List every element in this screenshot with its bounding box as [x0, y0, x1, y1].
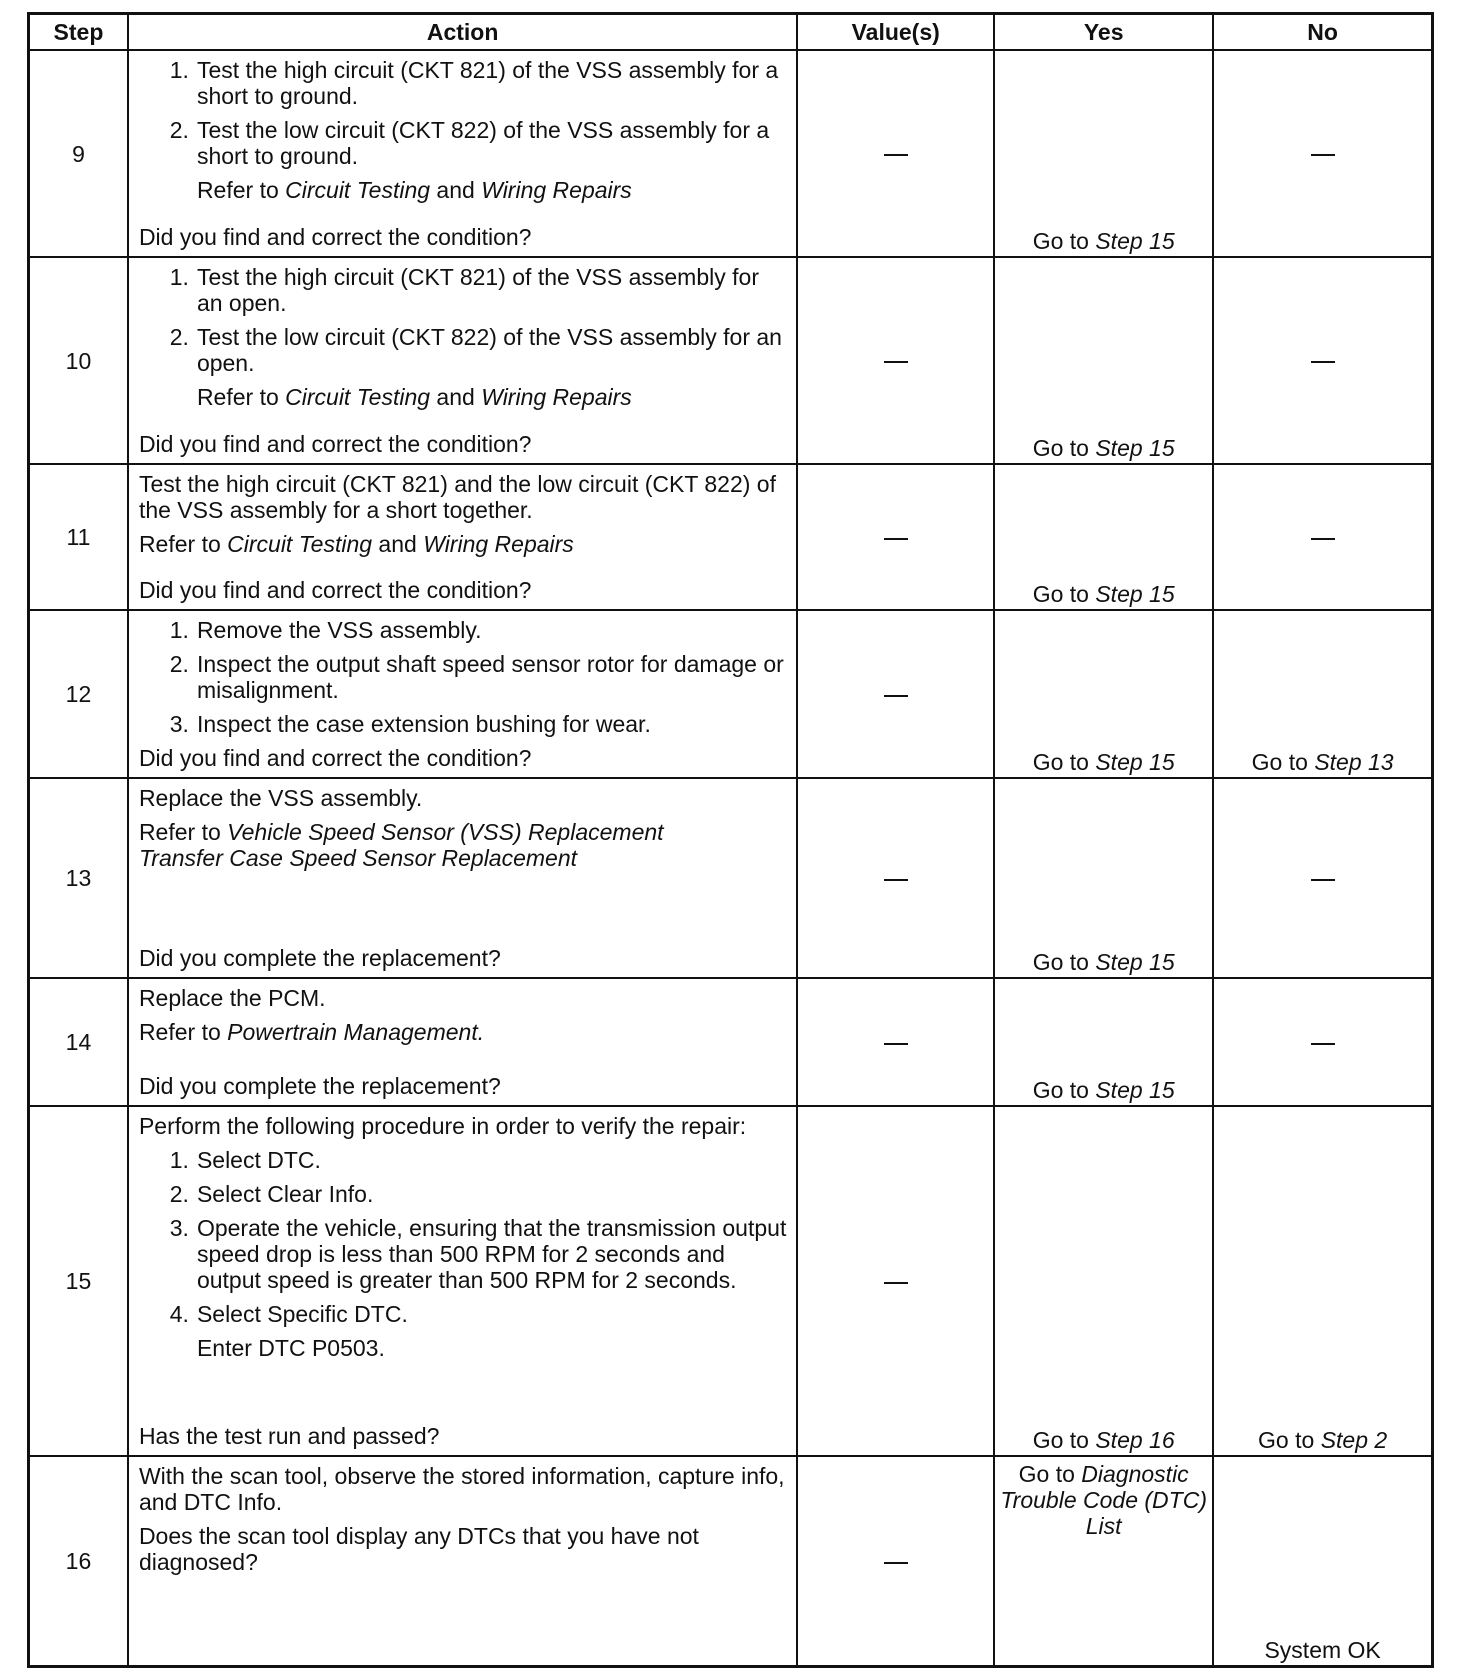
yes-cell: Go to Step 15: [994, 464, 1213, 610]
step-number: 16: [29, 1456, 128, 1667]
no-cell: [1213, 978, 1432, 1106]
action-cell: [128, 778, 797, 978]
value-cell: [797, 464, 994, 610]
step-text: Replace the PCM.: [138, 985, 326, 1011]
yes-cell: Go to Step 15: [994, 978, 1213, 1106]
table-row: [29, 1456, 1433, 1667]
value-cell: [797, 978, 994, 1106]
dash: [1311, 154, 1335, 156]
value-cell: [797, 1456, 994, 1667]
question-text: Did you find and correct the condition?: [138, 577, 532, 603]
reference-text: Refer to Circuit Testing and Wiring Repairs: [196, 177, 632, 203]
list-item: 2. Test the low circuit (CKT 822) of the VSS assembly for a short to ground.: [169, 117, 770, 169]
table-row: [29, 257, 1433, 464]
dash: [884, 154, 908, 156]
step-number: 9: [29, 50, 128, 257]
table-row: [29, 778, 1433, 978]
action-cell: [128, 1106, 797, 1456]
action-cell: [128, 257, 797, 464]
header-action: Action: [128, 14, 797, 51]
list-item: 2. Inspect the output shaft speed sensor rotor for damage or misalignment.: [169, 651, 784, 703]
no-cell: [1213, 50, 1432, 257]
dash: [884, 1562, 908, 1564]
no-cell: [1213, 464, 1432, 610]
header-row: [29, 14, 1433, 51]
step-number: 12: [29, 610, 128, 778]
question-text: Did you complete the replacement?: [138, 1073, 501, 1099]
list-item: 2. Select Clear Info.: [169, 1181, 374, 1207]
value-cell: [797, 778, 994, 978]
yes-link: Diagnostic Trouble Code (DTC) List: [1000, 1461, 1207, 1539]
value-cell: [797, 257, 994, 464]
step-text: With the scan tool, observe the stored information, capture info, and DTC Info.: [138, 1463, 785, 1515]
yes-cell: Go to Step 16: [994, 1106, 1213, 1456]
dash: [884, 1043, 908, 1045]
yes-cell: Go to Diagnostic Trouble Code (DTC) List: [994, 1456, 1213, 1667]
dash: [1311, 879, 1335, 881]
dash: [884, 1282, 908, 1284]
step-number: 11: [29, 464, 128, 610]
yes-link: Step 15: [1095, 949, 1175, 975]
list-item: 3. Inspect the case extension bushing for wear.: [169, 711, 651, 737]
reference-text: Refer to Powertrain Management.: [138, 1019, 485, 1045]
reference-text: Refer to Vehicle Speed Sensor (VSS) Replacement Transfer Case Speed Sensor Replacement: [138, 819, 664, 871]
yes-cell: Go to Step 15: [994, 257, 1213, 464]
question-text: Did you find and correct the condition?: [138, 431, 532, 457]
reference-text: Refer to Circuit Testing and Wiring Repairs: [138, 531, 574, 557]
dash: [884, 879, 908, 881]
step-text: Test the high circuit (CKT 821) and the low circuit (CKT 822) of the VSS assembly for a short together.: [138, 471, 776, 523]
dash: [1311, 1043, 1335, 1045]
list-item: 1. Remove the VSS assembly.: [169, 617, 482, 643]
list-item: 1. Test the high circuit (CKT 821) of the VSS assembly for an open.: [169, 264, 759, 316]
action-cell: [128, 464, 797, 610]
step-text: Perform the following procedure in order to verify the repair:: [138, 1113, 747, 1139]
dash: [1311, 361, 1335, 363]
action-cell: [128, 610, 797, 778]
yes-link: Step 15: [1095, 581, 1175, 607]
action-cell: [128, 50, 797, 257]
action-cell: [128, 1456, 797, 1667]
no-result-text: System OK: [1264, 1637, 1381, 1663]
no-link: Step 2: [1320, 1427, 1388, 1453]
header-yes: Yes: [994, 14, 1213, 51]
table-row: [29, 978, 1433, 1106]
no-cell: [1213, 778, 1432, 978]
header-values: Value(s): [797, 14, 994, 51]
dash: [884, 361, 908, 363]
dash: [884, 695, 908, 697]
yes-link: Step 15: [1095, 435, 1175, 461]
dash: [884, 538, 908, 540]
no-cell: [1213, 257, 1432, 464]
table-row: [29, 610, 1433, 778]
yes-link: Step 15: [1095, 228, 1175, 254]
yes-link: Step 15: [1095, 749, 1175, 775]
action-cell: [128, 978, 797, 1106]
question-text: Did you find and correct the condition?: [138, 745, 532, 771]
header-step: Step: [29, 14, 128, 51]
yes-cell: Go to Step 15: [994, 50, 1213, 257]
no-cell: Go to Step 2: [1213, 1106, 1432, 1456]
step-number: 10: [29, 257, 128, 464]
step-number: 13: [29, 778, 128, 978]
value-cell: [797, 610, 994, 778]
list-item: 1. Test the high circuit (CKT 821) of the VSS assembly for a short to ground.: [169, 57, 779, 109]
step-number: 15: [29, 1106, 128, 1456]
value-cell: [797, 50, 994, 257]
no-cell: [1213, 1456, 1432, 1667]
dash: [1311, 538, 1335, 540]
header-no: No: [1213, 14, 1432, 51]
reference-text: Refer to Circuit Testing and Wiring Repairs: [196, 384, 632, 410]
list-item: 2. Test the low circuit (CKT 822) of the VSS assembly for an open.: [169, 324, 782, 376]
diagnostic-table: [27, 12, 1434, 1668]
sub-step-text: Enter DTC P0503.: [196, 1335, 385, 1361]
question-text: Did you find and correct the condition?: [138, 224, 532, 250]
list-item: 4. Select Specific DTC.: [169, 1301, 408, 1327]
yes-cell: Go to Step 15: [994, 610, 1213, 778]
yes-link: Step 15: [1095, 1077, 1175, 1103]
table-row: [29, 1106, 1433, 1456]
table-row: [29, 50, 1433, 257]
question-text: Has the test run and passed?: [138, 1423, 440, 1449]
question-text: Did you complete the replacement?: [138, 945, 501, 971]
step-number: 14: [29, 978, 128, 1106]
yes-link: Step 16: [1095, 1427, 1175, 1453]
yes-cell: Go to Step 15: [994, 778, 1213, 978]
step-text: Replace the VSS assembly.: [138, 785, 423, 811]
table-row: [29, 464, 1433, 610]
question-text: Does the scan tool display any DTCs that you have not diagnosed?: [138, 1523, 699, 1575]
no-link: Step 13: [1314, 749, 1394, 775]
list-item: 3. Operate the vehicle, ensuring that the transmission output speed drop is less than 500 RPM for 2 seconds and output speed is greater than 500 RPM for 2 seconds.: [169, 1215, 787, 1293]
list-item: 1. Select DTC.: [169, 1147, 321, 1173]
no-cell: Go to Step 13: [1213, 610, 1432, 778]
value-cell: [797, 1106, 994, 1456]
